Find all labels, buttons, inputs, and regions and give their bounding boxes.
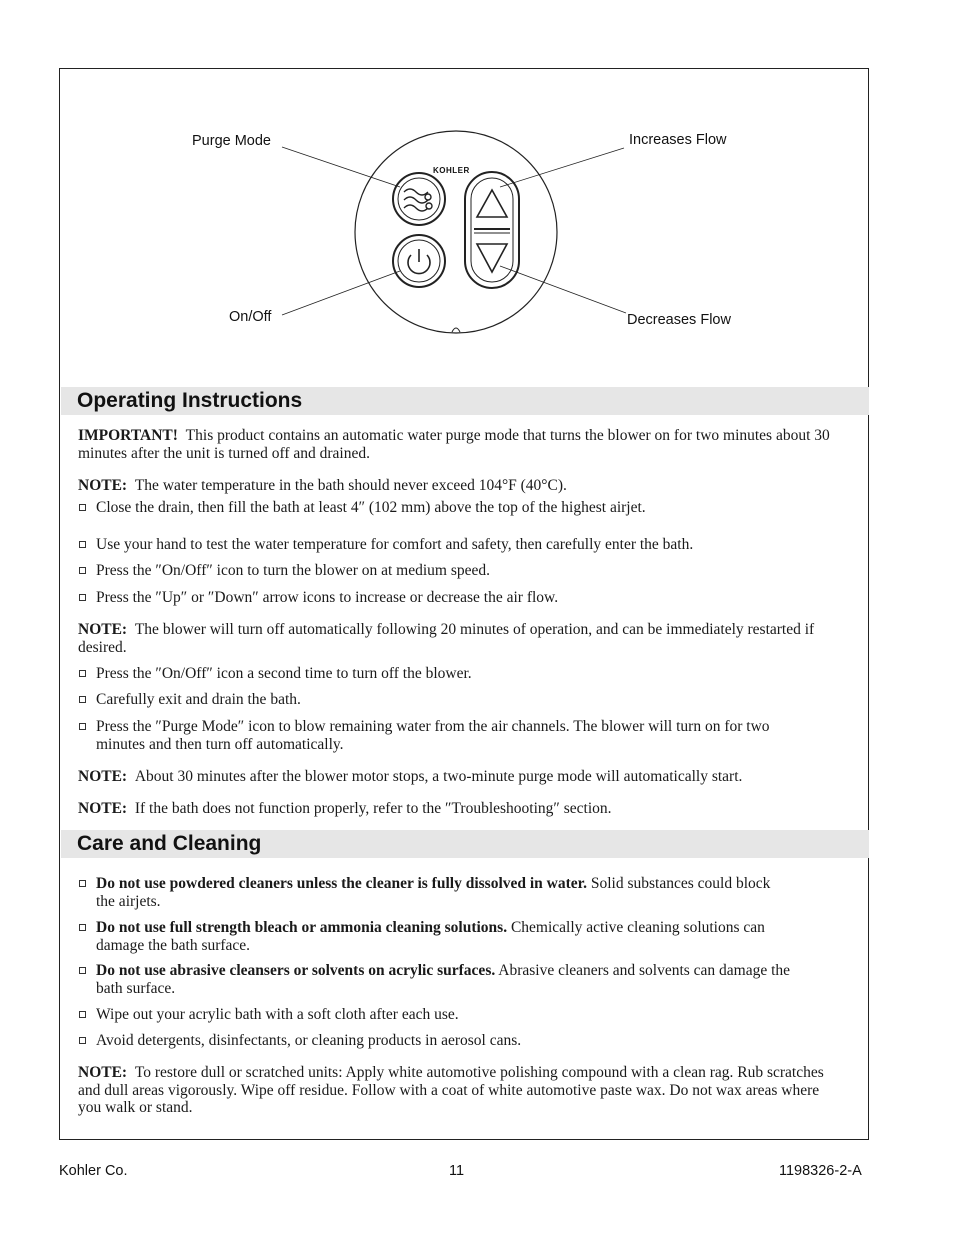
control-panel-diagram bbox=[60, 69, 870, 379]
checkbox-icon bbox=[79, 880, 86, 887]
note-label: NOTE: bbox=[78, 800, 128, 817]
checkbox-icon bbox=[79, 723, 86, 730]
checkbox-icon bbox=[79, 924, 86, 931]
checkbox-icon bbox=[79, 567, 86, 574]
warning-text: Do not use full strength bleach or ammonia cleaning solutions. bbox=[96, 919, 508, 936]
note-auto-off bbox=[78, 621, 848, 656]
note-label: NOTE: bbox=[78, 768, 128, 785]
footer-doc-number: 1198326-2-A bbox=[779, 1163, 862, 1179]
list-item bbox=[78, 499, 848, 517]
list-item bbox=[78, 875, 848, 910]
section-title: Operating Instructions bbox=[77, 389, 303, 412]
label-purge-mode: Purge Mode bbox=[192, 133, 271, 149]
checkbox-icon bbox=[79, 670, 86, 677]
note-label: NOTE: bbox=[78, 1064, 128, 1081]
section-title: Care and Cleaning bbox=[77, 832, 262, 855]
note-text: About 30 minutes after the blower motor stops, a two-minute purge mode will automatically start. bbox=[134, 768, 743, 785]
list-item-text: Solid substances could block the airjets. bbox=[96, 875, 771, 910]
note-text: To restore dull or scratched units: Apply white automotive polishing compound with a clean rag. Rub scratches and dull areas vigorously. Wipe off residue. Follow with a coat of white automotive paste wax. Do not wax areas where you walk or stand. bbox=[78, 1064, 824, 1116]
important-note bbox=[78, 427, 848, 462]
footer-company: Kohler Co. bbox=[59, 1163, 128, 1179]
checkbox-icon bbox=[79, 504, 86, 511]
important-text: This product contains an automatic water purge mode that turns the blower on for two minutes about 30 minutes after the unit is turned off and drained. bbox=[78, 427, 830, 462]
control-panel-illustration bbox=[60, 69, 870, 379]
list-item-text: Carefully exit and drain the bath. bbox=[96, 691, 301, 708]
list-item bbox=[78, 589, 848, 607]
list-item bbox=[78, 562, 848, 580]
important-label: IMPORTANT! bbox=[78, 427, 178, 444]
checkbox-icon bbox=[79, 967, 86, 974]
list-item bbox=[78, 536, 848, 554]
note-label: NOTE: bbox=[78, 621, 128, 638]
list-item-text: Wipe out your acrylic bath with a soft cloth after each use. bbox=[96, 1006, 459, 1023]
note-temperature bbox=[78, 477, 848, 495]
note-text: The blower will turn off automatically following 20 minutes of operation, and can be immediately restarted if desired. bbox=[78, 621, 815, 656]
list-item-text: Abrasive cleaners and solvents can damage the bath surface. bbox=[96, 962, 791, 997]
checkbox-icon bbox=[79, 1037, 86, 1044]
checkbox-icon bbox=[79, 696, 86, 703]
content-frame bbox=[59, 68, 869, 1140]
label-on-off: On/Off bbox=[229, 309, 272, 325]
checkbox-icon bbox=[79, 1011, 86, 1018]
list-item bbox=[78, 665, 848, 683]
label-decreases-flow: Decreases Flow bbox=[627, 312, 731, 328]
checkbox-icon bbox=[79, 594, 86, 601]
note-troubleshooting bbox=[78, 800, 848, 818]
list-item-text: Avoid detergents, disinfectants, or cleaning products in aerosol cans. bbox=[96, 1032, 522, 1049]
list-item bbox=[78, 691, 848, 709]
brand-logo: KOHLER bbox=[433, 166, 470, 175]
warning-text: Do not use powdered cleaners unless the cleaner is fully dissolved in water. bbox=[96, 875, 587, 892]
label-increases-flow: Increases Flow bbox=[629, 132, 727, 148]
list-item-text: Press the ″On/Off″ icon to turn the blower on at medium speed. bbox=[96, 562, 491, 579]
care-cleaning-header bbox=[61, 830, 869, 858]
note-label: NOTE: bbox=[78, 477, 128, 494]
note-purge-start bbox=[78, 768, 848, 786]
list-item-text: Press the ″Purge Mode″ icon to blow remaining water from the air channels. The blower will turn on for two minutes and then turn off automatically. bbox=[96, 718, 770, 753]
note-text: If the bath does not function properly, refer to the ″Troubleshooting″ section. bbox=[134, 800, 612, 817]
operating-instructions-header bbox=[61, 387, 869, 415]
list-item bbox=[78, 1006, 848, 1024]
footer-page-number: 11 bbox=[449, 1163, 465, 1179]
checkbox-icon bbox=[79, 541, 86, 548]
list-item bbox=[78, 1032, 848, 1050]
list-item bbox=[78, 962, 848, 997]
list-item bbox=[78, 919, 848, 954]
note-restore bbox=[78, 1064, 838, 1117]
warning-text: Do not use abrasive cleansers or solvents on acrylic surfaces. bbox=[96, 962, 496, 979]
list-item-text: Use your hand to test the water temperature for comfort and safety, then carefully enter the bath. bbox=[96, 536, 694, 553]
note-text: The water temperature in the bath should never exceed 104°F (40°C). bbox=[134, 477, 567, 494]
list-item-text: Press the ″On/Off″ icon a second time to turn off the blower. bbox=[96, 665, 472, 682]
list-item bbox=[78, 718, 848, 753]
list-item-text: Press the ″Up″ or ″Down″ arrow icons to increase or decrease the air flow. bbox=[96, 589, 559, 606]
list-item-text: Chemically active cleaning solutions can damage the bath surface. bbox=[96, 919, 765, 954]
list-item-text: Close the drain, then fill the bath at least 4″ (102 mm) above the top of the highest airjet. bbox=[96, 499, 646, 516]
